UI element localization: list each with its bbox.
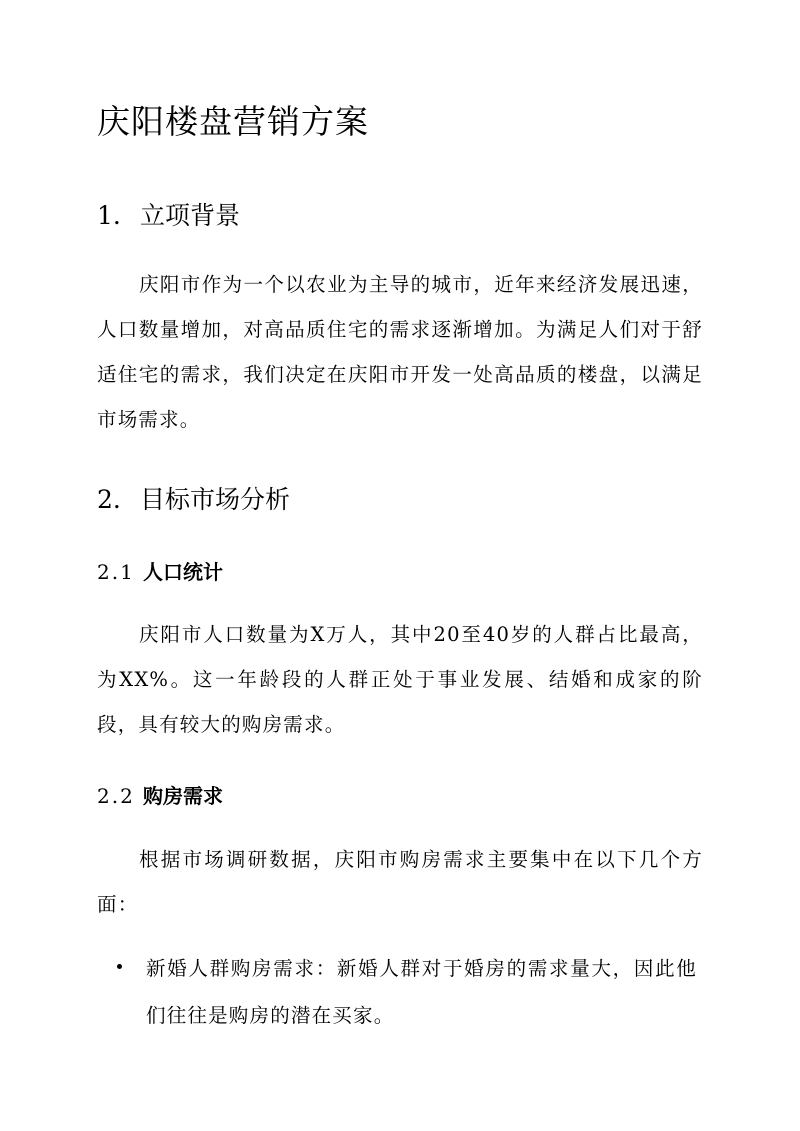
list-item [117, 945, 697, 1039]
section-title: 立项背景 [140, 201, 241, 230]
population-paragraph: 庆阳市人口数量为X万人，其中20至40岁的人群占比最高，为XX%。这一年龄段的人群正处于事业发展、结婚和成家的阶段，具有较大的购房需求。 [97, 623, 703, 736]
section-number: 2. [97, 485, 121, 514]
list-item-text: 新婚人群购房需求：新婚人群对于婚房的需求量大，因此他们往往是购房的潜在买家。 [146, 957, 697, 1027]
subsection-heading-demand [97, 780, 223, 809]
subsection-title: 人口统计 [143, 560, 223, 584]
subsection-heading-population [97, 556, 223, 585]
subsection-number: 2.2 [97, 784, 135, 808]
document-title: 庆阳楼盘营销方案 [97, 102, 369, 141]
demand-paragraph: 根据市场调研数据，庆阳市购房需求主要集中在以下几个方面： [97, 848, 703, 916]
bullet-icon [117, 964, 122, 969]
section-title: 目标市场分析 [140, 485, 291, 514]
section-heading-background [97, 196, 240, 232]
subsection-number: 2.1 [97, 560, 135, 584]
background-paragraph: 庆阳市作为一个以农业为主导的城市，近年来经济发展迅速，人口数量增加，对高品质住宅的需求逐渐增加。为满足人们对于舒适住宅的需求，我们决定在庆阳市开发一处高品质的楼盘，以满足市场需求。 [97, 273, 703, 431]
subsection-title: 购房需求 [143, 784, 223, 808]
section-heading-market-analysis [97, 480, 290, 516]
section-number: 1. [97, 201, 121, 230]
